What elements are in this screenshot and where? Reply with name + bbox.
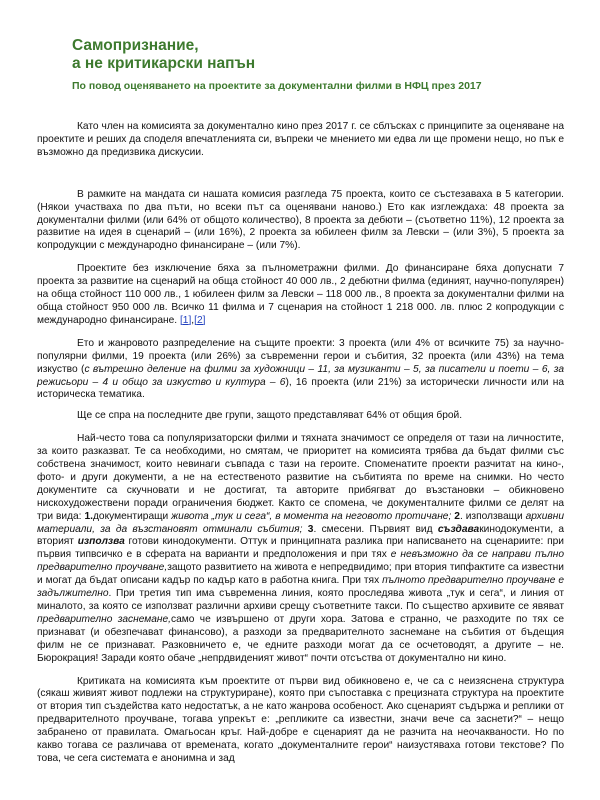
article-subtitle: По повод оценяването на проектите за документални филми в НФЦ през 2017 [72,80,482,92]
paragraph-focus: Ще се спра на последните две групи, защото представляват 64% от общия брой. [77,410,463,422]
paragraph-funding-text: Проектите без изключение бяха за пълнометражни филми. До финансиране бяха допуснати 7 проекта за развитие на сценарий на обща стойност 40 000 лв., 2 дебютни филма (единият, научно-популярен) на обща стойност 110 000 лв., 1 юбилеен филм за Левски – 118 000 лв., 8 проекта за документални филми на обща стойност 950 000 лв. Всичко 11 филма и 7 сценария на стойност 1 218 000. лв. плюс 2 копродукции с международно финансиране. [37,263,564,326]
article-title [72,37,255,73]
footnote-link-1[interactable]: [1] [179,314,192,326]
paragraph-film-types: Най-често това са популяризаторски филми и тяхната значимост се определя от тази на личностите, за които разказват. Те са необходими, но смятам, че приоритет на комисията трябва да бъдат филми със собствена значимост, които невинаги съвпада с тази на героите. Споменатите проекти разчитат на кино-, фото- и други документи, а не на естественото развитие на събитията по време на снимки. Но често документите са скучновати и не достигат, та авторите прибягват до възстановки – обикновено нискохудожествени поради ограничения бюджет. Както се спомена, че документалните филми се делят на три вида: 1.документиращи живота „тук и сега“, в момента на неговото протичане; 2. използващи архивни материали, за да възстановят отминали събития; 3. смесени. Първият вид създавакинодокументи, а вторият използва готови кинодокументи. Оттук и принципната разлика при написването на сценариите: при първия типвсичко е в сферата на варианти и предположения и при тях е невъзможно да се направи пълно предварително проучване,защото развитието на живота е непредвидимо; при втория типфактите са известни и могат да бъдат описани кадър по кадър като в работна книга. При тях пълното предварително проучване е задължително. При третия тип има съвременна линия, която проследява живота „тук и сега“, и линия от миналото, за която се използват различни архиви срещу съответните такси. По същество архивите се явяват предварително заснемане,само че извършено от други хора. Затова е странно, че разходите по тях се признават (и обезпечават финансово), а разходи за предварителното заснемане на събития от бъдещия филм не се признават. Разковничето е, че едните разходи могат да се осчетоводят, а другите – не. Бюрокрация! Заради която обаче „непрдвиденият живот“ почти отсъства от документално ни кино. [37,433,565,664]
paragraph-genres: Ето и жанровото разпределение на същите проекти: 3 проекта (или 4% от всичките 75) за научно-популярни филми, 19 проекта (или 26%) за съвременни герои и събития, 32 проекта (или 43%) на тема изкуство (с вътрешно деление на филми за художници – 11, за музиканти – 5, за писатели и поети – 6, за режисьори – 4 и общо за изкуство и култура – 6), 16 проекта (или 21%) за исторически личности или на историческа тематика. [37,337,564,401]
footnote-link-2[interactable]: [2] [194,314,206,326]
paragraph-criticism: Критиката на комисията към проектите от първи вид обикновено е, че са с неизяснена структура (сякаш живият живот подлежи на структуриране), която при съпоставка с прецизната структура на проектите от втория тип създейства като недостатък, а не като жанрова особеност. Ако сценарият съдържа и реплики от предварителното проучване, тогава упрекът е: „репликите са известни, значи вече са заснети?“ – нещо забранено от правилата. Омагьосан кръг. Най-добре е сценарият да не разчита на неочакваности. Но по какво тогава се различава от времената, когато „документалните герои“ наизустяваха готови текстове? По това, че сега системата е анонимна и зад [37,675,564,764]
article-body [37,121,564,766]
paragraph-intro: Като член на комисията за документално кино през 2017 г. се сблъсках с принципите за оценяване на проектите и реших да споделя впечатленията си, въпреки че мнението ми едва ли ще промени нещо, но пък е възможно да предизвика дискусии. [37,121,564,158]
title-line-1: Самопризнание, [72,37,199,54]
paragraph-categories: В рамките на мандата си нашата комисия разгледа 75 проекта, които се състезаваха в 5 категории. (Някои участваха по два пъти, но всеки път са оценявани наново.) Ето как изглеждаха: 48 проекта за документални филми (или 64% от общото количество), 8 проекта за дебюти – (съответно 11%), 12 проекта за развитие на идея в сценарий – (или 16%), 2 проекта за юбилеен филм за Левски – (или 3%), 5 проекта за копродукции с международно финансиране – (или 7%). [37,188,564,252]
paragraph-funding: Проектите без изключение бяха за пълнометражни филми. До финансиране бяха допуснати 7 проекта за развитие на сценарий на обща стойност 40 000 лв., 2 дебютни филма (единият, научно-популярен) на обща стойност 110 000 лв., 1 юбилеен филм за Левски – 118 000 лв., 8 проекта за документални филми на обща стойност 950 000 лв. Всичко 11 филма и 7 сценария на стойност 1 218 000. лв. плюс 2 копродукции с международно финансиране. [1],[2] [37,263,564,326]
title-line-2: а не критикарски напън [72,55,256,72]
genres-breakdown: с вътрешно деление на филми за художници – 11, за музиканти – 5, за писатели и поети – 6, за режисьори – 4 и общо за изкуство и култура – 6 [37,363,564,388]
